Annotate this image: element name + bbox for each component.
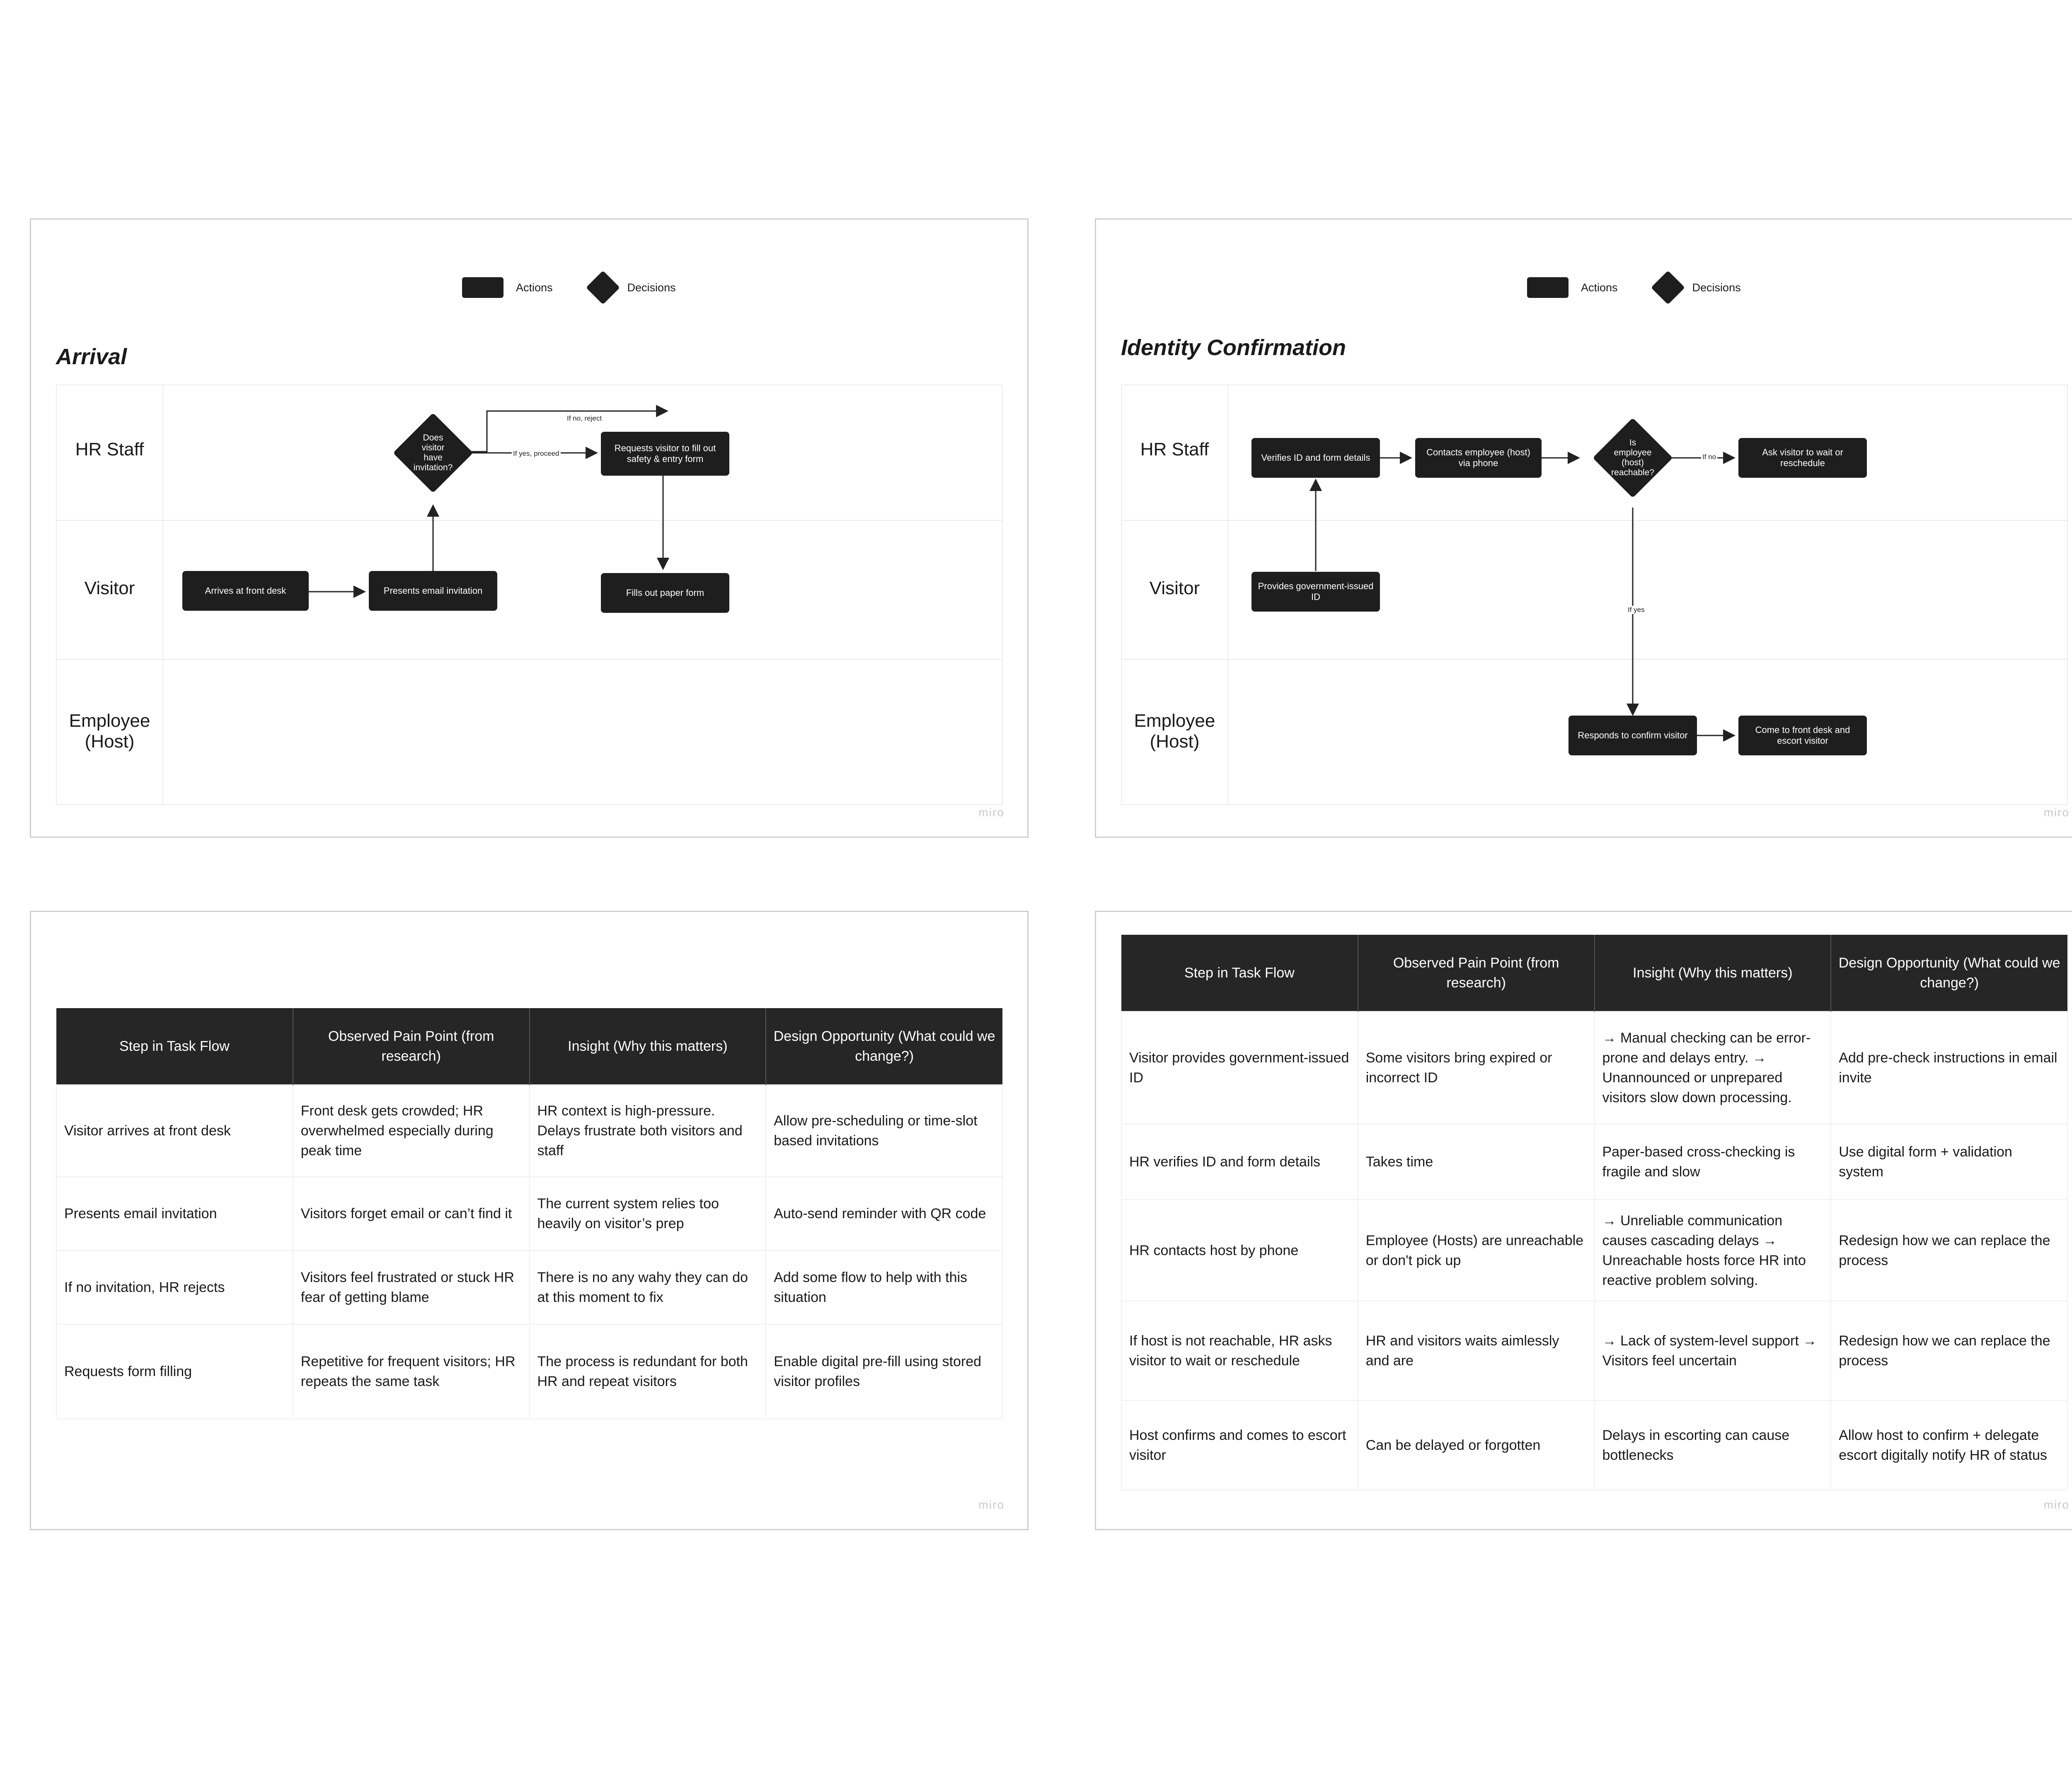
table-cell: Host confirms and comes to escort visitor	[1121, 1401, 1358, 1490]
decision-text: Does visitor have invitation?	[413, 433, 453, 472]
table-row[interactable]	[1121, 1011, 2067, 1124]
table-cell: Presents email invitation	[56, 1177, 293, 1251]
actions-legend-label: Actions	[516, 281, 553, 294]
table-cell: Takes time	[1358, 1124, 1595, 1200]
table-cell: Can be delayed or forgotten	[1358, 1401, 1595, 1490]
table-cell: HR verifies ID and form details	[1121, 1124, 1358, 1200]
table-cell: Visitor provides government-issued ID	[1121, 1011, 1358, 1124]
edge-label-no: If no, reject	[566, 414, 603, 423]
lane-label-visitor: Visitor	[84, 578, 135, 598]
table-cell: HR and visitors waits aimlessly and are	[1358, 1301, 1595, 1401]
host-reachable-decision-node[interactable]	[1593, 418, 1672, 497]
table-cell: Add pre-check instructions in email invite	[1831, 1011, 2067, 1124]
identity-insights-frame[interactable]	[1095, 911, 2072, 1530]
table-row[interactable]	[1121, 1401, 2067, 1490]
identity-insights-table	[1121, 935, 2068, 1490]
table-cell: Paper-based cross-checking is fragile and slow	[1595, 1124, 1831, 1200]
table-row[interactable]	[56, 1085, 1002, 1177]
edge-label-no: If no	[1701, 453, 1717, 461]
miro-watermark: miro	[2043, 1498, 2070, 1511]
table-row[interactable]	[1121, 1301, 2067, 1401]
table-cell: Delays in escorting can cause bottlenecks	[1595, 1401, 1831, 1490]
provides-id-node[interactable]: Provides government-issued ID	[1251, 572, 1380, 612]
table-cell: Auto-send reminder with QR code	[766, 1177, 1002, 1251]
come-escort-node[interactable]: Come to front desk and escort visitor	[1738, 716, 1867, 755]
table-cell: Redesign how we can replace the process	[1831, 1301, 2067, 1401]
table-cell: Allow host to confirm + delegate escort digitally notify HR of status	[1831, 1401, 2067, 1490]
lane-label-hr-staff: HR Staff	[1140, 439, 1209, 460]
column-header-step: Step in Task Flow	[56, 1008, 293, 1085]
edge-label-yes: If yes	[1627, 606, 1646, 614]
table-cell: → Lack of system-level support → Visitors feel uncertain	[1595, 1301, 1831, 1401]
arrival-insights-table	[56, 1008, 1003, 1419]
presents-email-invitation-node[interactable]: Presents email invitation	[369, 571, 497, 611]
actions-legend-label: Actions	[1581, 281, 1618, 294]
fills-paper-form-node[interactable]: Fills out paper form	[601, 573, 729, 613]
table-cell: Repetitive for frequent visitors; HR repeats the same task	[293, 1324, 530, 1419]
table-cell: Front desk gets crowded; HR overwhelmed especially during peak time	[293, 1085, 530, 1177]
responds-confirm-node[interactable]: Responds to confirm visitor	[1569, 716, 1697, 755]
edge-label-yes: If yes, proceed	[512, 450, 561, 458]
miro-watermark: miro	[978, 1498, 1005, 1511]
decisions-legend-label: Decisions	[627, 281, 676, 294]
miro-watermark: miro	[978, 806, 1005, 819]
table-cell: The process is redundant for both HR and repeat visitors	[530, 1324, 766, 1419]
column-header-opportunity: Design Opportunity (What could we change?)	[1831, 935, 2067, 1011]
column-header-opportunity: Design Opportunity (What could we change?)	[766, 1008, 1002, 1085]
flow-title: Arrival	[56, 344, 127, 369]
table-row[interactable]	[56, 1177, 1002, 1251]
table-cell: If host is not reachable, HR asks visitor to wait or reschedule	[1121, 1301, 1358, 1401]
table-row[interactable]	[1121, 1124, 2067, 1200]
table-cell: Use digital form + validation system	[1831, 1124, 2067, 1200]
arrival-flow-frame[interactable]	[30, 218, 1029, 838]
column-header-insight: Insight (Why this matters)	[530, 1008, 766, 1085]
identity-flow-frame[interactable]	[1095, 218, 2072, 838]
decisions-legend-label: Decisions	[1692, 281, 1741, 294]
table-cell: Visitors forget email or can’t find it	[293, 1177, 530, 1251]
column-header-step: Step in Task Flow	[1121, 935, 1358, 1011]
table-cell: → Unreliable communication causes cascading delays → Unreachable hosts force HR into reactive problem solving.	[1595, 1200, 1831, 1301]
column-header-insight: Insight (Why this matters)	[1595, 935, 1831, 1011]
contacts-employee-node[interactable]: Contacts employee (host) via phone	[1415, 438, 1542, 478]
column-header-pain-point: Observed Pain Point (from research)	[1358, 935, 1595, 1011]
table-cell: There is no any wahy they can do at this moment to fix	[530, 1251, 766, 1324]
lane-label-hr-staff: HR Staff	[75, 439, 144, 460]
lane-label-visitor: Visitor	[1149, 578, 1200, 598]
decision-text: Is employee (host) reachable?	[1611, 438, 1654, 477]
table-cell: HR context is high-pressure. Delays frustrate both visitors and staff	[530, 1085, 766, 1177]
table-cell: Requests form filling	[56, 1324, 293, 1419]
table-cell: Enable digital pre-fill using stored visitor profiles	[766, 1324, 1002, 1419]
table-cell: Add some flow to help with this situation	[766, 1251, 1002, 1324]
lane-label-employee-host: Employee (Host)	[1134, 711, 1215, 752]
flow-connectors	[31, 220, 1030, 839]
flow-title: Identity Confirmation	[1121, 335, 1346, 360]
table-cell: If no invitation, HR rejects	[56, 1251, 293, 1324]
table-cell: Allow pre-scheduling or time-slot based invitations	[766, 1085, 1002, 1177]
column-header-pain-point: Observed Pain Point (from research)	[293, 1008, 530, 1085]
ask-visitor-wait-node[interactable]: Ask visitor to wait or reschedule	[1738, 438, 1867, 478]
table-row[interactable]	[56, 1251, 1002, 1324]
table-cell: Visitor arrives at front desk	[56, 1085, 293, 1177]
table-cell: Redesign how we can replace the process	[1831, 1200, 2067, 1301]
table-row[interactable]	[56, 1324, 1002, 1419]
arrival-insights-frame[interactable]	[30, 911, 1029, 1530]
table-cell: Some visitors bring expired or incorrect ID	[1358, 1011, 1595, 1124]
table-cell: Visitors feel frustrated or stuck HR fear of getting blame	[293, 1251, 530, 1324]
table-cell: → Manual checking can be error-prone and delays entry. → Unannounced or unprepared visitors slow down processing.	[1595, 1011, 1831, 1124]
table-row[interactable]	[1121, 1200, 2067, 1301]
table-cell: The current system relies too heavily on visitor’s prep	[530, 1177, 766, 1251]
table-cell: HR contacts host by phone	[1121, 1200, 1358, 1301]
table-cell: Employee (Hosts) are unreachable or don't pick up	[1358, 1200, 1595, 1301]
invitation-decision-node[interactable]	[394, 414, 472, 492]
arrives-at-front-desk-node[interactable]: Arrives at front desk	[182, 571, 309, 611]
miro-watermark: miro	[2043, 806, 2070, 819]
lane-label-employee-host: Employee (Host)	[69, 711, 150, 752]
requests-form-node[interactable]: Requests visitor to fill out safety & entry form	[601, 432, 729, 476]
verifies-id-node[interactable]: Verifies ID and form details	[1251, 438, 1380, 478]
